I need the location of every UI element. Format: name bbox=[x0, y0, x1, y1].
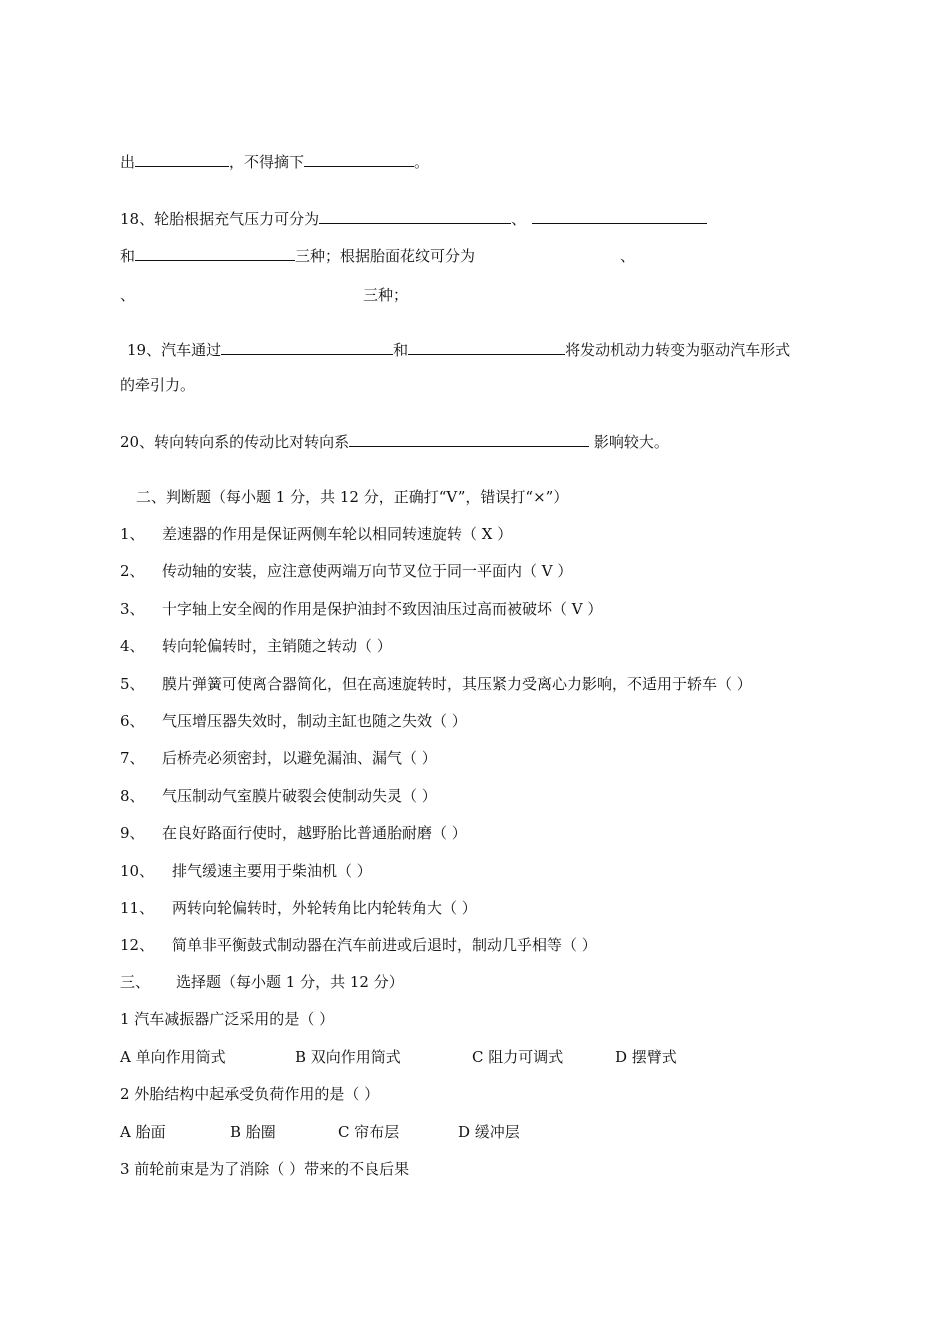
q18-blank-2[interactable] bbox=[532, 207, 707, 224]
judge-item bbox=[120, 560, 572, 582]
judge-item-number: 2、 bbox=[120, 562, 145, 580]
choice-q1-option-c[interactable]: C 阻力可调式 bbox=[472, 1048, 564, 1066]
judge-item-text: 膜片弹簧可使离合器简化，但在高速旋转时，其压紧力受离心力影响，不适用于轿车（ ） bbox=[162, 675, 752, 693]
q18-line-1 bbox=[120, 207, 707, 230]
judge-item bbox=[120, 710, 467, 732]
q18-line-3 bbox=[120, 284, 408, 306]
q19-text-1c: 将发动机动力转变为驱动汽车形式 bbox=[565, 341, 791, 359]
choice-heading-text: 选择题（每小题 1 分，共 12 分） bbox=[176, 973, 404, 991]
judge-item bbox=[120, 673, 752, 695]
q18-line-2 bbox=[120, 244, 635, 267]
judge-item-number: 7、 bbox=[120, 749, 145, 767]
choice-q2-option-c[interactable]: C 帘布层 bbox=[338, 1123, 400, 1141]
judge-item-text: 简单非平衡鼓式制动器在汽车前进或后退时，制动几乎相等（ ） bbox=[172, 936, 597, 954]
q20-line bbox=[120, 430, 669, 453]
judge-item-text: 气压增压器失效时，制动主缸也随之失效（ ） bbox=[162, 712, 467, 730]
q19-line-2 bbox=[120, 374, 195, 396]
choice-heading bbox=[120, 971, 404, 993]
judge-item-number: 1、 bbox=[120, 525, 145, 543]
judge-item bbox=[120, 523, 512, 545]
judge-item bbox=[120, 635, 392, 657]
judge-item-text: 差速器的作用是保证两侧车轮以相同转速旋转（ X ） bbox=[162, 525, 513, 543]
q20-text-b: 影响较大。 bbox=[589, 433, 669, 451]
judge-item-text: 转向轮偏转时，主销随之转动（ ） bbox=[162, 637, 392, 655]
q17-text-c: 。 bbox=[414, 153, 430, 171]
q19-text-1b: 和 bbox=[393, 341, 409, 359]
judge-item-number: 12、 bbox=[120, 936, 155, 954]
judge-item bbox=[120, 598, 602, 620]
judge-item-text: 气压制动气室膜片破裂会使制动失灵（ ） bbox=[162, 787, 437, 805]
judge-item bbox=[120, 785, 437, 807]
judge-item-number: 10、 bbox=[120, 862, 155, 880]
q19-blank-1[interactable] bbox=[221, 338, 393, 355]
q17-text-a: 出 bbox=[120, 153, 136, 171]
choice-q2-option-b[interactable]: B 胎圈 bbox=[230, 1123, 276, 1141]
q19-text-1a: 19、汽车通过 bbox=[127, 341, 222, 359]
q18-text-2a: 和 bbox=[120, 247, 136, 265]
judge-item bbox=[120, 934, 597, 956]
choice-q1-option-b[interactable]: B 双向作用筒式 bbox=[295, 1048, 401, 1066]
q18-text-3a: 、 bbox=[120, 286, 136, 304]
q18-text-2c: 、 bbox=[620, 247, 636, 265]
q17-continuation bbox=[120, 150, 429, 173]
q19-blank-2[interactable] bbox=[408, 338, 565, 355]
judge-item-number: 11、 bbox=[120, 899, 155, 917]
judge-item-number: 4、 bbox=[120, 637, 145, 655]
choice-q2-stem: 2 外胎结构中起承受负荷作用的是（ ） bbox=[120, 1085, 380, 1103]
choice-q2-option-a[interactable]: A 胎面 bbox=[120, 1123, 166, 1141]
judge-item-number: 6、 bbox=[120, 712, 145, 730]
judge-item-text: 十字轴上安全阀的作用是保护油封不致因油压过高而被破坏（ V ） bbox=[162, 600, 603, 618]
q19-line-1 bbox=[127, 338, 790, 361]
q18-text-2b: 三种；根据胎面花纹可分为 bbox=[295, 247, 476, 265]
choice-q1-stem: 1 汽车减振器广泛采用的是（ ） bbox=[120, 1010, 335, 1028]
judge-item bbox=[120, 822, 467, 844]
q17-blank-2[interactable] bbox=[304, 150, 414, 167]
judge-item bbox=[120, 747, 437, 769]
choice-q3-stem: 3 前轮前束是为了消除（ ）带来的不良后果 bbox=[120, 1160, 410, 1178]
judge-item-number: 8、 bbox=[120, 787, 145, 805]
judge-item-text: 在良好路面行使时，越野胎比普通胎耐磨（ ） bbox=[162, 824, 467, 842]
judge-item-text: 排气缓速主要用于柴油机（ ） bbox=[172, 862, 372, 880]
judge-item-number: 3、 bbox=[120, 600, 145, 618]
judge-item-text: 两转向轮偏转时，外轮转角比内轮转角大（ ） bbox=[172, 899, 477, 917]
q18-text-1a: 18、轮胎根据充气压力可分为 bbox=[120, 210, 320, 228]
q19-text-2: 的牵引力。 bbox=[120, 376, 196, 394]
q18-blank-3[interactable] bbox=[135, 244, 295, 261]
q17-text-b: ，不得摘下 bbox=[229, 153, 305, 171]
judge-item-number: 9、 bbox=[120, 824, 145, 842]
judge-item-number: 5、 bbox=[120, 675, 145, 693]
q20-blank[interactable] bbox=[349, 430, 589, 447]
choice-q2-option-d[interactable]: D 缓冲层 bbox=[458, 1123, 520, 1141]
q20-text-a: 20、转向转向系的传动比对转向系 bbox=[120, 433, 350, 451]
q18-text-3b: 三种； bbox=[363, 286, 409, 304]
q17-blank-1[interactable] bbox=[135, 150, 229, 167]
q18-text-1b: 、 bbox=[511, 210, 527, 228]
judge-item-text: 后桥壳必须密封，以避免漏油、漏气（ ） bbox=[162, 749, 437, 767]
choice-q1-option-a[interactable]: A 单向作用筒式 bbox=[120, 1048, 226, 1066]
judge-item-text: 传动轴的安装，应注意使两端万向节叉位于同一平面内（ V ） bbox=[162, 562, 573, 580]
choice-heading-num: 三、 bbox=[120, 973, 151, 991]
choice-q1-option-d[interactable]: D 摆臂式 bbox=[615, 1048, 677, 1066]
judge-item bbox=[120, 860, 372, 882]
judge-item bbox=[120, 897, 477, 919]
q18-blank-1[interactable] bbox=[319, 207, 511, 224]
judge-heading: 二、判断题（每小题 1 分，共 12 分，正确打“V”，错误打“×”） bbox=[136, 488, 569, 506]
